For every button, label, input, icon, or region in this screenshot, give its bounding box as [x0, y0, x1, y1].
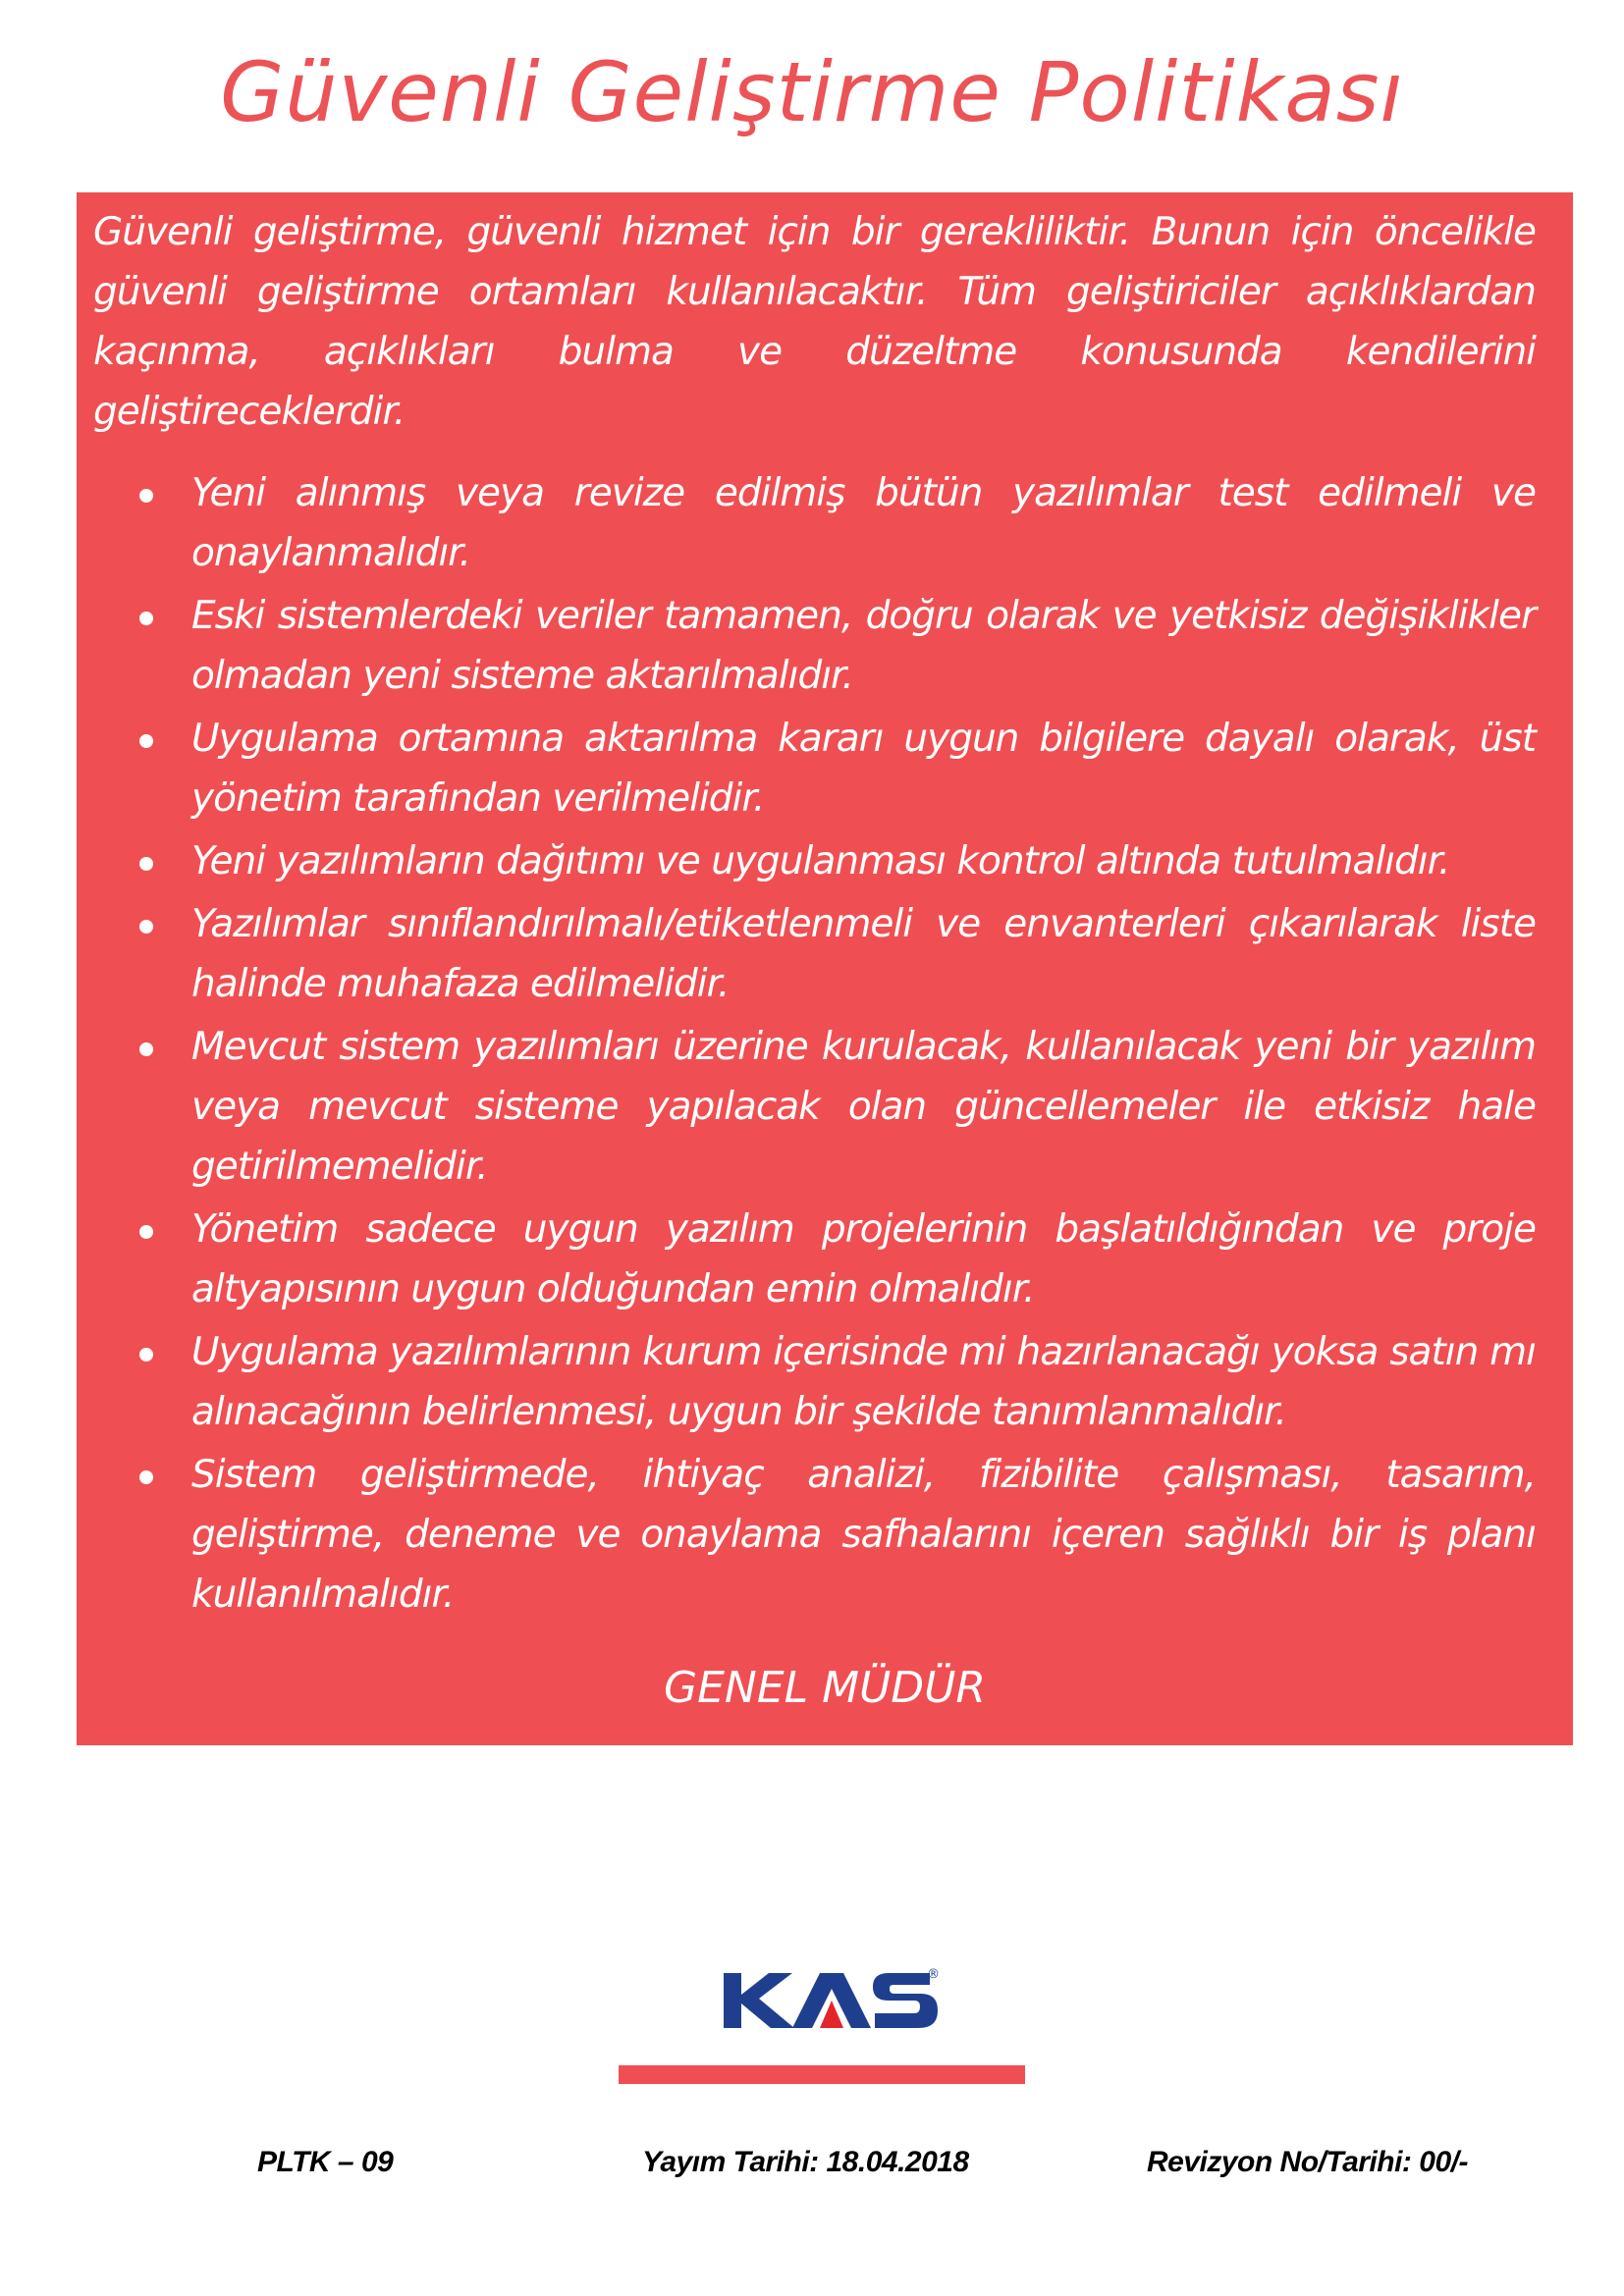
- policy-item: [191, 709, 1536, 828]
- policy-item-text: Mevcut sistem yazılımları üzerine kurulacak, kullanılacak yeni bir yazılım veya mevcut sisteme yapılacak olan güncellemeler ile etkisiz hale getirilmemelidir.: [191, 1025, 1536, 1189]
- footer-accent-bar: [619, 2065, 1025, 2084]
- policy-list: [93, 463, 1536, 1625]
- policy-item-text: Uygulama yazılımlarının kurum içerisinde mi hazırlanacağı yoksa satın mı alınacağının belirlenmesi, uygun bir şekilde tanımlanmalıdır.: [191, 1330, 1536, 1434]
- policy-item: [191, 463, 1536, 583]
- intro-paragraph: Güvenli geliştirme, güvenli hizmet için bir gerekliliktir. Bunun için öncelikle güvenli geliştirme ortamları kullanılacaktır. Tüm geliştiriciler açıklıklardan kaçınma, açıklıkları bulma ve düzeltme konusunda kendilerini geliştireceklerdir.: [93, 210, 1536, 434]
- policy-item-text: Yönetim sadece uygun yazılım projelerinin başlatıldığından ve proje altyapısının uygun olduğundan emin olmalıdır.: [191, 1207, 1536, 1311]
- policy-item-text: Yeni yazılımların dağıtımı ve uygulanması kontrol altında tutulmalıdır.: [191, 839, 1450, 883]
- revision-info: Revizyon No/Tarihi: 00/-: [1147, 2146, 1468, 2178]
- policy-item-text: Yazılımlar sınıflandırılmalı/etiketlenmeli ve envanterleri çıkarılarak liste halinde muhafaza edilmelidir.: [191, 902, 1536, 1006]
- policy-item: [191, 586, 1536, 706]
- document-code: PLTK – 09: [257, 2146, 394, 2178]
- policy-item-text: Uygulama ortamına aktarılma kararı uygun bilgilere dayalı olarak, üst yönetim tarafından verilmelidir.: [191, 717, 1536, 821]
- bullet-icon: [139, 1225, 153, 1239]
- policy-item: [191, 1322, 1536, 1442]
- bullet-icon: [139, 1470, 153, 1484]
- policy-box: [77, 192, 1573, 1745]
- policy-item-text: Yeni alınmış veya revize edilmiş bütün yazılımlar test edilmeli ve onaylanmalıdır.: [191, 471, 1536, 575]
- page-title: Güvenli Geliştirme Politikası: [220, 44, 1404, 140]
- registered-mark: ®: [927, 1967, 940, 1982]
- policy-item: [191, 1200, 1536, 1319]
- policy-item-text: Eski sistemlerdeki veriler tamamen, doğru olarak ve yetkisiz değişiklikler olmadan yeni sisteme aktarılmalıdır.: [191, 594, 1536, 698]
- publish-date: Yayım Tarihi: 18.04.2018: [642, 2146, 969, 2178]
- signature-title: GENEL MÜDÜR: [664, 1663, 986, 1713]
- policy-item-text: Sistem geliştirmede, ihtiyaç analizi, fizibilite çalışması, tasarım, geliştirme, deneme ve onaylama safhalarını içeren sağlıklı bir iş planı kullanılmalıdır.: [191, 1453, 1536, 1617]
- policy-item: [191, 1017, 1536, 1197]
- bullet-icon: [139, 612, 153, 625]
- bullet-icon: [139, 920, 153, 934]
- bullet-icon: [139, 1042, 153, 1056]
- policy-item: [191, 894, 1536, 1014]
- bullet-icon: [139, 857, 153, 871]
- logo-letter-k: [724, 1973, 794, 2028]
- bullet-icon: [139, 1348, 153, 1362]
- policy-item: [191, 1445, 1536, 1625]
- kas-logo: [722, 1971, 940, 2030]
- bullet-icon: [139, 734, 153, 748]
- bullet-icon: [139, 489, 153, 503]
- policy-item: [191, 831, 1536, 891]
